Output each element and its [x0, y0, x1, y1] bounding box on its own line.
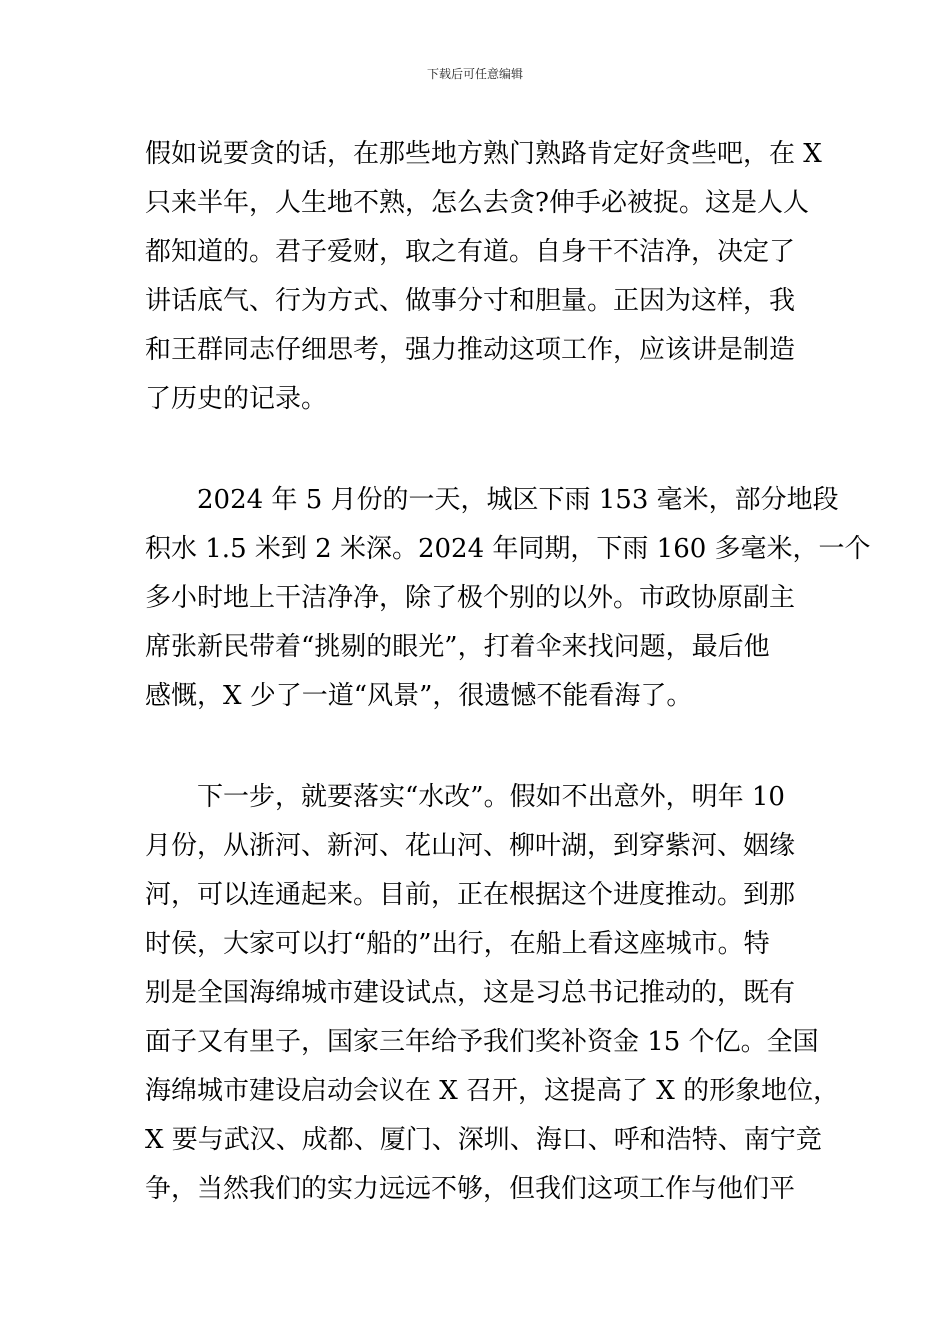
paragraph-line: 面子又有里子，国家三年给予我们奖补资金 15 个亿。全国	[145, 1027, 819, 1057]
paragraph-line: 月份，从浙河、新河、花山河、柳叶湖，到穿紫河、姻缘	[145, 831, 796, 861]
paragraph-line: 河，可以连通起来。目前，正在根据这个进度推动。到那	[145, 880, 796, 910]
paragraph-2	[145, 476, 871, 721]
paragraph-line: 感慨，X 少了一道“风景”，很遗憾不能看海了。	[145, 681, 693, 711]
paragraph-line: 别是全国海绵城市建设试点，这是习总书记推动的，既有	[145, 978, 796, 1008]
paragraph-line: 2024 年 5 月份的一天，城区下雨 153 毫米，部分地段	[145, 485, 839, 515]
paragraph-line: 假如说要贪的话，在那些地方熟门熟路肯定好贪些吧，在 X	[145, 139, 822, 169]
paragraph-line: 争，当然我们的实力远远不够，但我们这项工作与他们平	[145, 1174, 796, 1204]
paragraph-line: 海绵城市建设启动会议在 X 召开，这提高了 X 的形象地位，	[145, 1076, 840, 1106]
paragraph-line: 多小时地上干洁净净，除了极个别的以外。市政协原副主	[145, 583, 796, 613]
paragraph-3	[145, 773, 840, 1214]
paragraph-line: 都知道的。君子爱财，取之有道。自身干不洁净，决定了	[145, 237, 796, 267]
paragraph-line: 时侯，大家可以打“船的”出行，在船上看这座城市。特	[145, 929, 770, 959]
paragraph-line: X 要与武汉、成都、厦门、深圳、海口、呼和浩特、南宁竞	[145, 1125, 822, 1155]
paragraph-1	[145, 130, 825, 424]
header-note: 下载后可任意编辑	[426, 67, 523, 81]
paragraph-line: 下一步，就要落实“水改”。假如不出意外，明年 10	[145, 782, 785, 812]
paragraph-line: 席张新民带着“挑剔的眼光”，打着伞来找问题，最后他	[145, 632, 770, 662]
paragraph-line: 讲话底气、行为方式、做事分寸和胆量。正因为这样，我	[145, 286, 796, 316]
paragraph-line: 只来半年，人生地不熟，怎么去贪?伸手必被捉。这是人人	[145, 188, 809, 218]
paragraph-line: 和王群同志仔细思考，强力推动这项工作，应该讲是制造	[145, 335, 796, 365]
paragraph-line: 了历史的记录。	[145, 384, 328, 414]
paragraph-line: 积水 1.5 米到 2 米深。2024 年同期，下雨 160 多毫米，一个	[145, 534, 871, 564]
